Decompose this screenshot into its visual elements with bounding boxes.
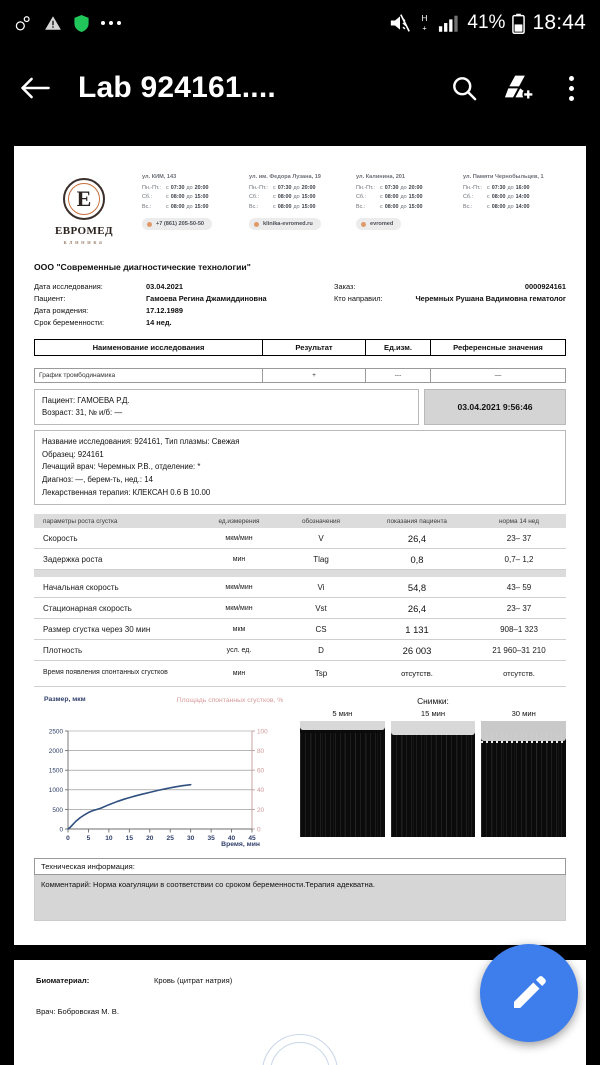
search-icon[interactable] [450,74,478,102]
address-hours-row: Пн.-Пт.: с 07:30 до 20:00 [142,185,209,191]
address-block [463,174,566,232]
table-row: Плотность усл. ед. D 26 003 21 960–31 210 [34,640,566,661]
address-street: ул. Памяти Чернобыльцев, 1 [463,174,544,180]
graph-row-reference: — [494,371,502,379]
svg-text:15: 15 [125,835,134,843]
clinic-name: ЕВРОМЕД [55,225,113,237]
table-row: Размер сгустка через 30 мин мкм CS 1 131 908–1 323 [34,619,566,640]
graph-row-unit: --- [366,369,431,382]
snapshot-item[interactable] [391,709,476,837]
table-row: Скорость мкм/мин V 26,4 23– 37 [34,528,566,549]
address-hours-row: Вс.: с 08:00 до 15:00 [142,203,209,210]
clock-label: 18:44 [532,11,586,34]
results-col-param: параметры роста сгустка [43,517,118,525]
col-header-result: Результат [263,340,366,355]
results-header-table [34,339,566,356]
round-stamp-icon [262,1034,338,1065]
biomaterial-label: Биоматериал: [36,976,90,985]
address-hours-row: Пн.-Пт.: с 07:30 до 20:00 [249,185,316,191]
address-hours-row: Пн.-Пт.: с 07:30 до 16:00 [463,185,530,191]
patient-summary-text [34,389,419,425]
svg-text:5: 5 [86,835,91,843]
address-hours-row: Сб.: с 08:00 до 15:00 [142,194,209,201]
address-hours-row: Вс.: с 08:00 до 15:00 [249,203,316,210]
phone-chip[interactable]: +7 (861) 205-50-50 [142,218,212,230]
contacts-icon [14,14,33,33]
snapshots-panel [286,696,566,848]
results-col-value: показания пациента [387,517,447,525]
graph-row-name: График тромбодинамика [35,369,263,382]
technical-info-comment: Комментарий: Норма коагуляции в соответствии со сроком беременности.Терапия адекватна. [34,875,566,921]
address-street: ул. КИМ, 143 [142,174,177,180]
svg-text:100: 100 [257,728,268,736]
svg-text:0: 0 [59,826,63,834]
results-table [34,514,566,687]
svg-text:H: H [421,14,428,24]
clinic-addresses [134,174,566,232]
snapshot-image[interactable] [300,721,385,837]
snapshots-row [300,709,566,837]
address-hours-row: Вс.: с 08:00 до 14:00 [463,203,530,210]
svg-text:30: 30 [186,835,195,843]
status-bar-left-icons [14,14,121,33]
snapshot-item[interactable] [481,709,566,837]
network-type-icon [418,13,431,33]
svg-text:500: 500 [52,807,63,815]
snapshot-image[interactable] [481,721,566,837]
snapshot-image[interactable] [391,721,476,837]
logo-letter: E [76,186,92,211]
results-col-unit: ед.измерения [218,517,260,525]
growth-chart [34,696,286,848]
svg-text:40: 40 [227,835,236,843]
chart-ylabel: Размер, мкм [44,696,86,704]
svg-text:40: 40 [257,787,265,795]
website-chip[interactable]: klinika-evromed.ru [249,218,321,230]
technical-info-header: Техническая информация: [34,858,566,875]
snapshot-item[interactable] [300,709,385,837]
study-detail-line: Образец: 924161 [42,449,104,459]
chart-and-snapshots [34,696,566,848]
battery-icon [512,13,525,34]
ellipsis-icon [101,21,121,25]
battery-percent-label: 41% [467,12,506,33]
svg-text:1000: 1000 [48,787,63,795]
table-row: Время появления спонтанных сгустков мин Tsp отсутств. отсутств. [34,661,566,687]
patient-summary-line: Пациент: ГАМОЕВА Р.Д. [42,395,130,405]
study-detail-line: Название исследования: 924161, Тип плазмы: Свежая [42,437,240,447]
clinic-header [14,146,586,252]
address-hours-row: Сб.: с 08:00 до 15:00 [249,194,316,201]
app-bar [0,46,600,130]
doctor-name: Врач: Бобровская М. В. [36,1007,119,1016]
clinic-logo [34,174,134,246]
results-col-norm: норма 14 нед [499,517,539,525]
svg-text:45: 45 [248,835,256,843]
globe-icon [254,222,259,227]
order-field: Заказ: 0000924161 [334,282,566,291]
svg-text:+: + [422,23,428,33]
results-col-symbol: обозначения [301,517,340,525]
edit-pencil-icon [509,973,549,1013]
svg-text:0: 0 [66,835,70,843]
svg-text:20: 20 [257,807,265,815]
address-street: ул. им. Федора Лузана, 19 [249,174,321,180]
overflow-menu-icon[interactable] [561,70,582,107]
status-bar [0,0,600,46]
phone-icon [147,222,152,227]
table-row: Задержка роста мин Tlag 0,8 0,7– 1,2 [34,549,566,570]
address-block [249,174,352,232]
col-header-reference: Референсные значения [453,342,543,352]
svg-text:35: 35 [207,835,215,843]
chart-y2label: Площадь спонтанных сгустков, % [176,697,284,705]
chart-plot-area [34,725,286,843]
snapshot-label: 15 мин [420,709,446,719]
back-arrow-icon[interactable] [18,73,52,103]
svg-text:2500: 2500 [48,728,63,736]
page-title: Lab 924161.... [78,71,276,104]
referrer-field: Кто направил: Черемных Рушана Вадимовна гематолог [334,293,566,303]
chart-xlabel: Время, мин [221,841,260,849]
table-row: Начальная скорость мкм/мин Vi 54,8 43– 59 [34,577,566,598]
technical-info [34,858,566,921]
chart-svg [34,725,286,857]
col-header-name: Наименование исследования [35,340,263,355]
clinic-subtitle: клиника [63,239,105,246]
document-page-1[interactable] [14,146,586,945]
svg-text:0: 0 [257,826,261,834]
social-icon [361,222,366,227]
biomaterial-value: Кровь (цитрат натрия) [154,976,233,985]
patient-summary-box [34,389,566,425]
add-to-drive-icon[interactable] [504,74,535,102]
patient-field: Пациент: Гамоева Регина Джамиддиновна [34,293,267,303]
status-bar-right-icons [389,11,586,35]
snapshot-label: 5 мин [332,709,353,719]
col-header-unit: Ед.изм. [366,340,431,355]
graph-row-result: + [263,369,366,382]
logo-emblem-icon [63,178,105,220]
patient-summary-line: Возраст: 31, № и/б: — [42,408,123,418]
social-chip[interactable]: evromed [356,218,401,230]
study-timestamp: 03.04.2021 9:56:46 [424,389,566,425]
table-separator-band [34,570,566,577]
address-block [356,174,459,232]
study-detail-line: Диагноз: —, берем-ть, нед.: 14 [42,474,153,484]
svg-text:10: 10 [105,835,113,843]
graph-row [34,368,566,383]
study-detail-line: Лекарственная терапия: КЛЕКСАН 0.6 В 10.00 [42,487,211,497]
org-name: ООО "Современные диагностические технологии" [34,262,251,272]
patient-info-right [334,281,566,329]
address-hours-row: Вс.: с 08:00 до 15:00 [356,203,423,210]
patient-field: Срок беременности: 14 нед. [34,317,172,327]
address-block [142,174,245,232]
patient-info-left [34,281,334,329]
patient-field: Дата исследования: 03.04.2021 [34,282,183,291]
study-details-box [34,430,566,505]
svg-text:1500: 1500 [48,767,63,775]
snapshot-label: 30 мин [511,709,536,719]
svg-text:2000: 2000 [48,748,63,756]
signal-bars-icon [438,14,460,33]
address-hours-row: Сб.: с 08:00 до 15:00 [356,194,423,201]
svg-text:20: 20 [146,835,154,843]
study-detail-line: Лечащий врач: Черемных Р.В., отделение: * [42,462,201,472]
app-bar-actions [450,70,582,107]
patient-info [14,272,586,329]
patient-field: Дата рождения: 17.12.1989 [34,305,183,315]
snapshots-heading: Снимки: [417,696,449,707]
address-street: ул. Калинина, 201 [356,174,406,180]
svg-text:25: 25 [166,835,174,843]
edit-fab-button[interactable] [480,944,578,1042]
shield-icon [73,14,90,33]
address-hours-row: Сб.: с 08:00 до 14:00 [463,194,530,201]
svg-text:60: 60 [257,767,265,775]
address-hours-row: Пн.-Пт.: с 07:30 до 20:00 [356,185,423,191]
svg-text:80: 80 [257,748,265,756]
volume-mute-icon [389,13,411,33]
warning-triangle-icon [44,14,62,32]
results-table-header [34,514,566,528]
table-row: Стационарная скорость мкм/мин Vst 26,4 23– 37 [34,598,566,619]
